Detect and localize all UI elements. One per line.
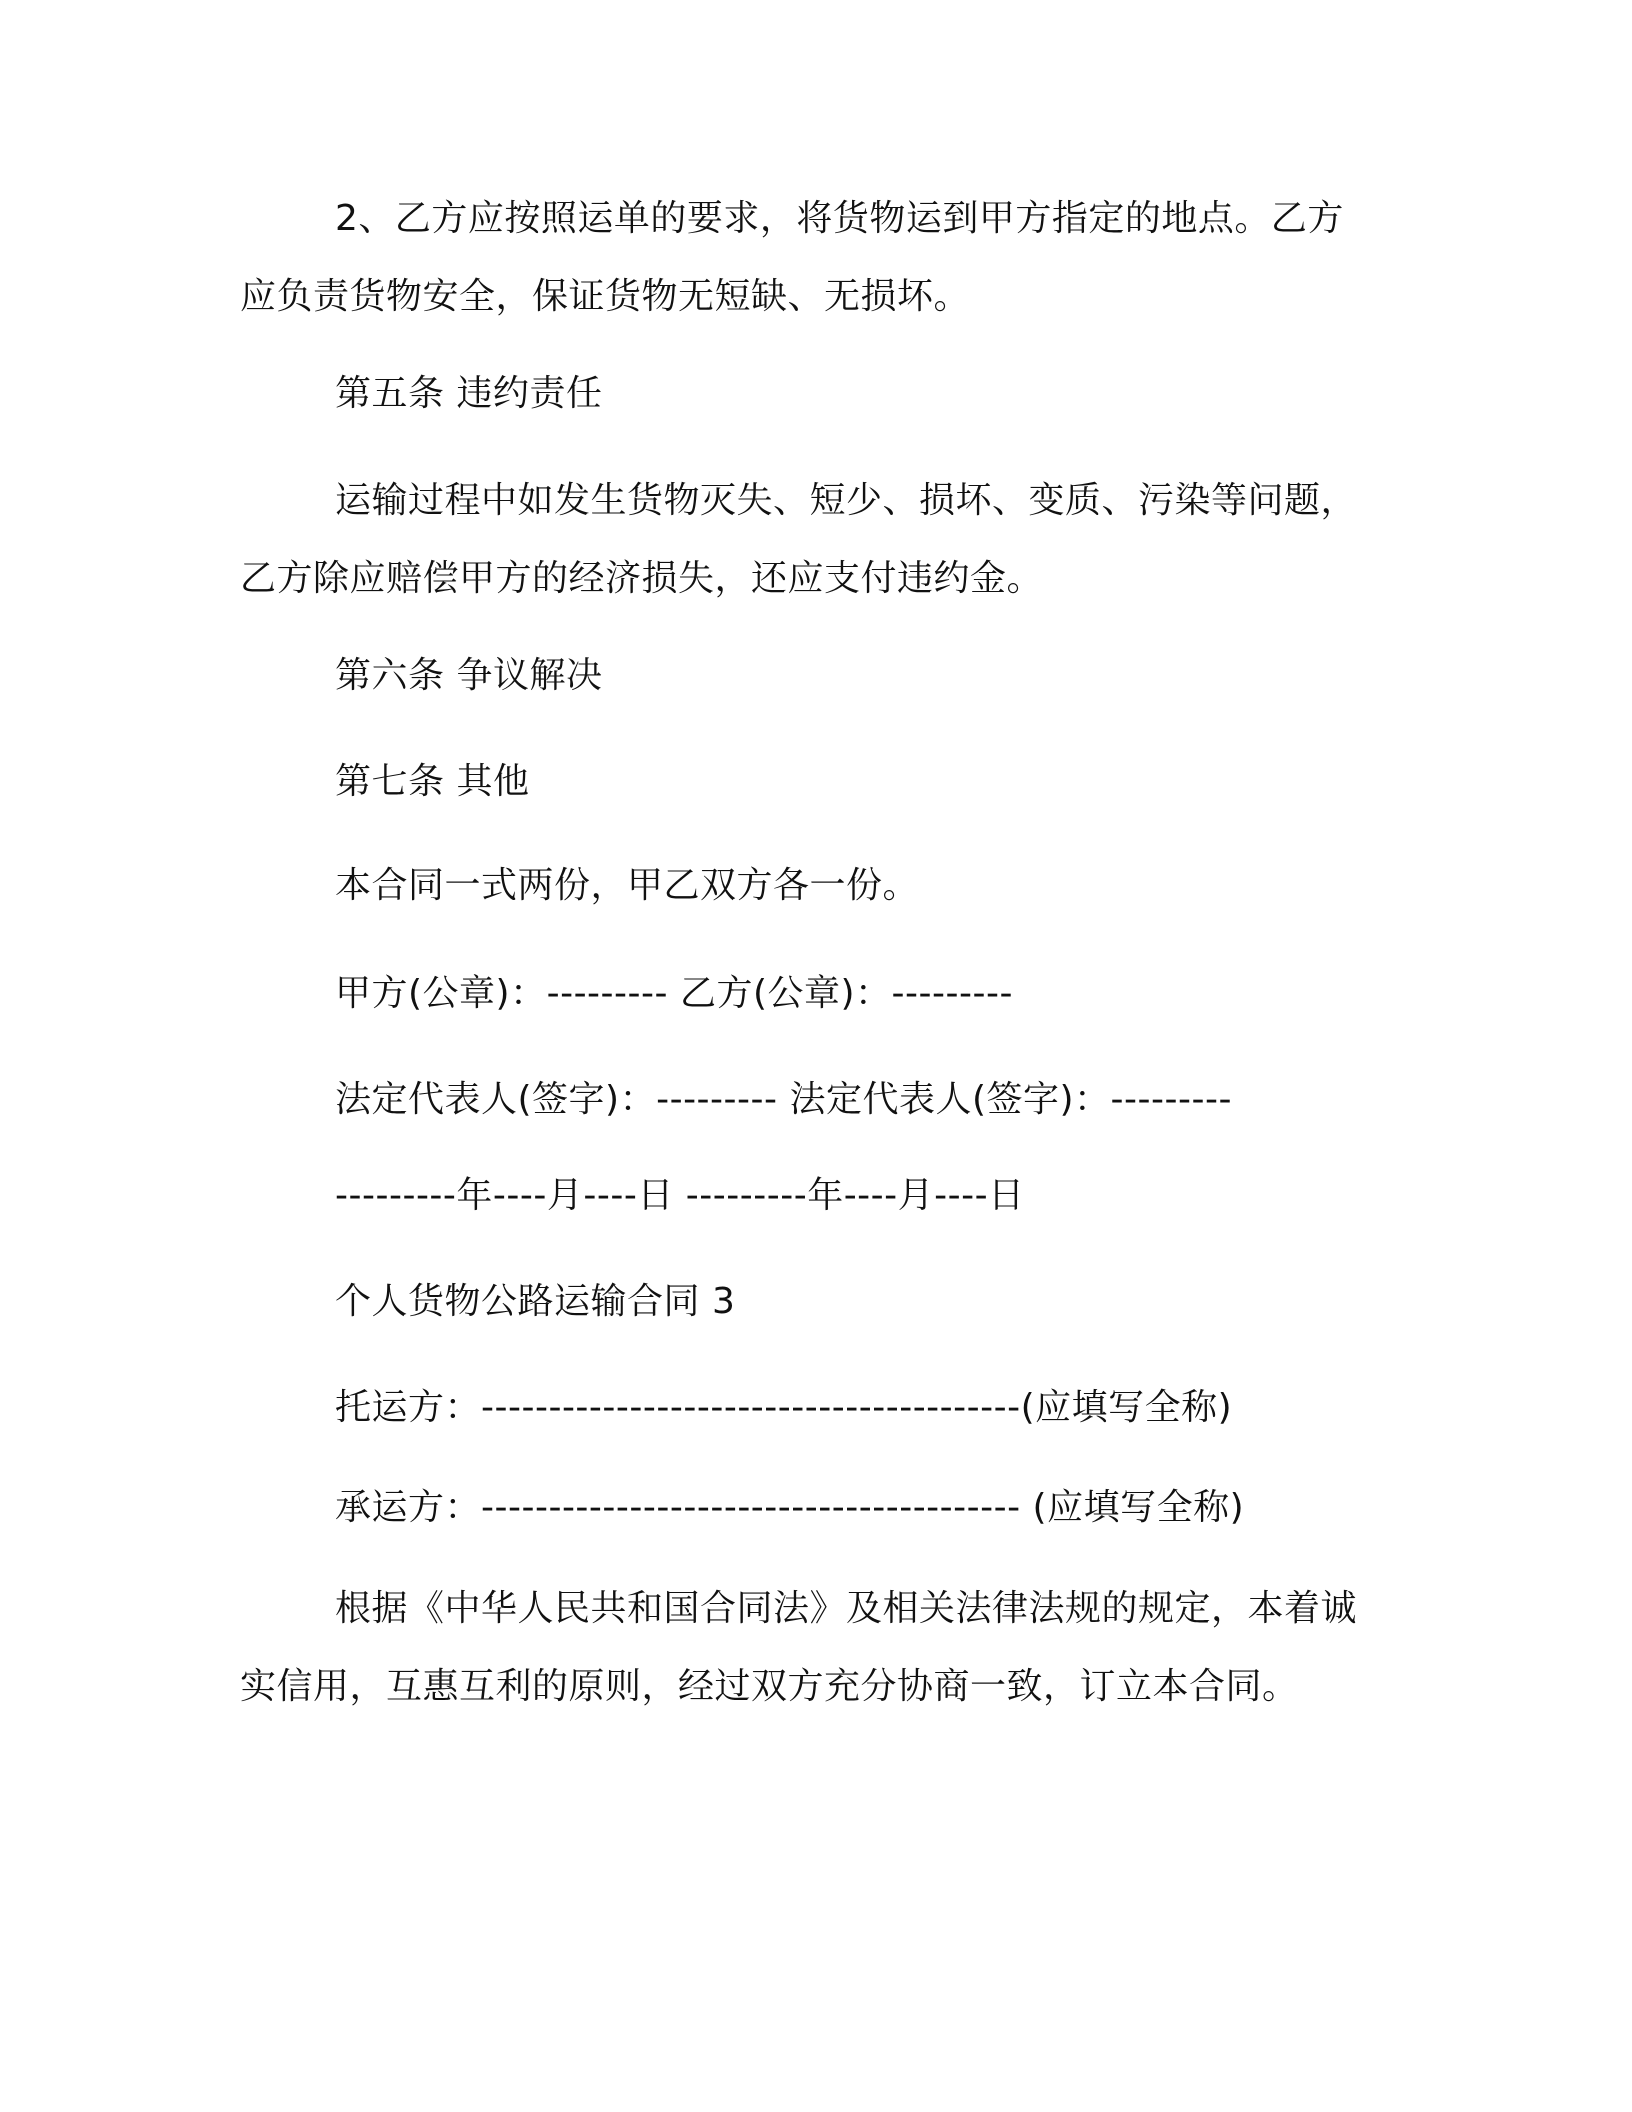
contract-title: 个人货物公路运输合同 3 <box>335 1281 736 1322</box>
paragraph-basis <box>240 1570 1390 1726</box>
carrier-line: 承运方：---------------------------------------- (应填写全称) <box>335 1487 1245 1528</box>
paragraph-line: 乙方除应赔偿甲方的经济损失，还应支付违约金。 <box>240 558 1044 599</box>
paragraph-line: 运输过程中如发生货物灭失、短少、损坏、变质、污染等问题， <box>335 480 1358 521</box>
heading-article-7: 第七条 其他 <box>335 761 530 802</box>
heading-article-5: 第五条 违约责任 <box>335 373 603 414</box>
paragraph-liability <box>240 462 1390 618</box>
date-line: ---------年----月----日 ---------年----月----日 <box>335 1175 1025 1216</box>
paragraph-line: 根据《中华人民共和国合同法》及相关法律法规的规定，本着诚 <box>335 1588 1358 1629</box>
shipper-line: 托运方：----------------------------------------(应填写全称) <box>335 1387 1233 1428</box>
paragraph-line: 应负责货物安全，保证货物无短缺、无损坏。 <box>240 276 971 317</box>
heading-article-6: 第六条 争议解决 <box>335 655 603 696</box>
paragraph-delivery <box>240 180 1390 336</box>
paragraph-line: 实信用，互惠互利的原则，经过双方充分协商一致，订立本合同。 <box>240 1666 1299 1707</box>
copies-clause: 本合同一式两份，甲乙双方各一份。 <box>335 865 920 906</box>
representative-signature-line: 法定代表人(签字)：--------- 法定代表人(签字)：--------- <box>335 1079 1232 1120</box>
seal-line: 甲方(公章)：--------- 乙方(公章)：--------- <box>335 973 1013 1014</box>
paragraph-line: 2、乙方应按照运单的要求，将货物运到甲方指定的地点。乙方 <box>335 198 1344 239</box>
